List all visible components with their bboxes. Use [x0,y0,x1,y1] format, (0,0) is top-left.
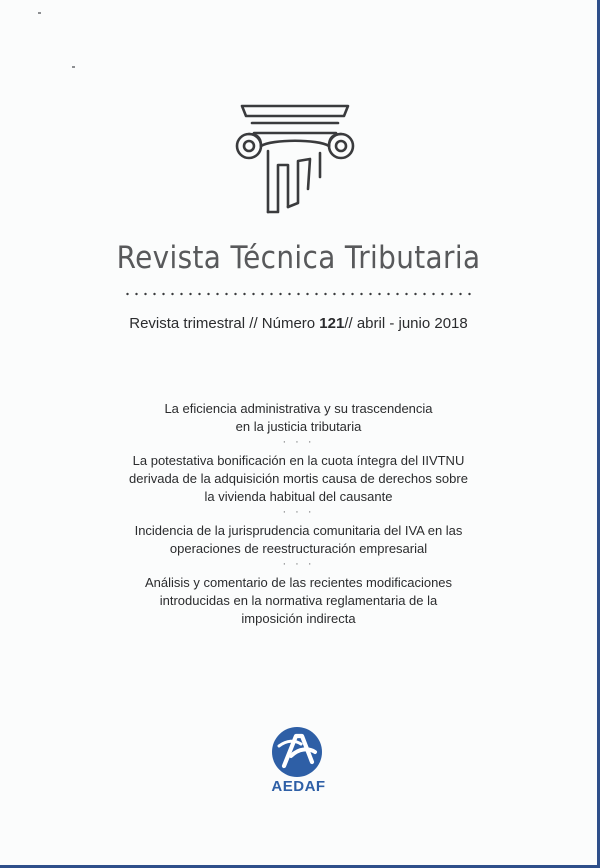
issue-number: 121 [319,315,345,332]
journal-title: Revista Técnica Tributaria [116,240,481,276]
article-line: Análisis y comentario de las recientes modificaciones [144,575,453,590]
article-item [90,522,507,558]
issue-prefix: Revista trimestral // Número [129,315,320,332]
article-line: La eficiencia administrativa y su trascendencia [164,401,433,416]
publisher-name: AEDAF [271,778,326,795]
article-line: derivada de la adquisición mortis causa de derechos sobre [129,471,468,486]
article-item [90,574,507,628]
article-line: en la justicia tributaria [235,419,362,434]
article-line: operaciones de reestructuración empresarial [169,541,428,556]
issue-suffix: // abril - junio 2018 [344,315,468,332]
article-line: La potestativa bonificación en la cuota íntegra del IIVTNU [132,453,465,468]
article-separator: · · · [282,558,315,570]
article-item [90,452,507,506]
issue-info [0,315,597,332]
article-item [90,400,507,436]
dotted-divider [123,292,473,296]
scan-speck [38,12,41,14]
article-line: la vivienda habitual del causante [204,489,393,504]
ionic-column-icon [232,103,358,215]
article-line: imposición indirecta [241,611,356,626]
aedaf-logo-icon [271,726,323,778]
article-list [90,400,507,628]
article-line: introducidas en la normativa reglamentaria de la [159,593,438,608]
article-separator: · · · [282,436,315,448]
article-separator: · · · [282,506,315,518]
article-line: Incidencia de la jurisprudencia comunitaria del IVA en las [134,523,463,538]
scan-speck [72,66,75,68]
